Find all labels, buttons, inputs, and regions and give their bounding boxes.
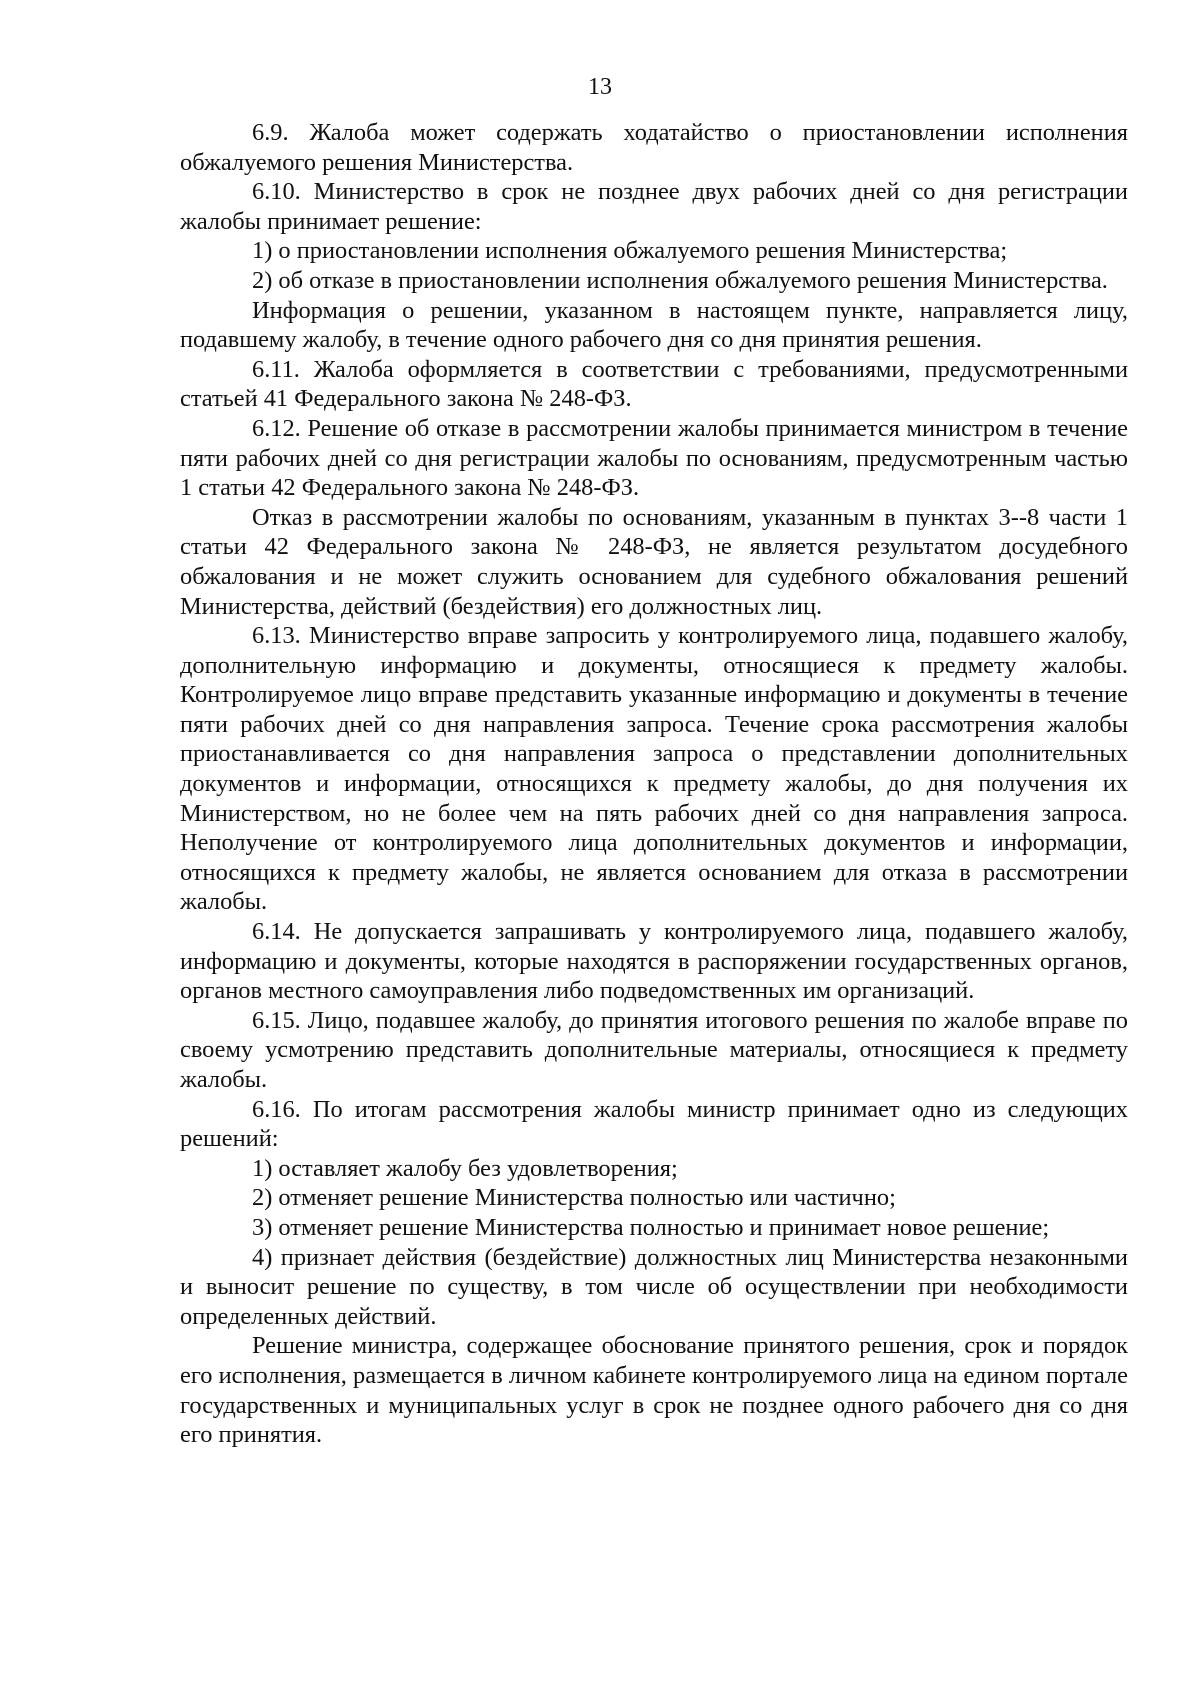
paragraph-6-11: 6.11. Жалоба оформляется в соответствии с требованиями, предусмотренными статьей 41 Федерального закона № 248-ФЗ. — [180, 355, 1128, 413]
paragraph-6-12: 6.12. Решение об отказе в рассмотрении жалобы принимается министром в течение пяти рабочих дней со дня регистрации жалобы по основаниям, предусмотренным частью 1 статьи 42 Федерального закона № 248-ФЗ. — [180, 414, 1128, 502]
paragraph-decision-info: Информация о решении, указанном в настоящем пункте, направляется лицу, подавшему жалобу, в течение одного рабочего дня со дня принятия решения. — [180, 296, 1128, 354]
paragraph-6-13: 6.13. Министерство вправе запросить у контролируемого лица, подавшего жалобу, дополнительную информацию и документы, относящиеся к предмету жалобы. Контролируемое лицо вправе представить указанные информацию и документы в течение пяти рабочих дней со дня направления запроса. Течение срока рассмотрения жалобы приостанавливается со дня направления запроса о представлении дополнительных документов и информации, относящихся к предмету жалобы, до дня получения их Министерством, но не более чем на пять рабочих дней со дня направления запроса. Неполучение от контролируемого лица дополнительных документов и информации, относящихся к предмету жалобы, не является основанием для отказа в рассмотрении жалобы. — [180, 622, 1128, 916]
list-item-6-16-4: 4) признает действия (бездействие) должностных лиц Министерства незаконными и выносит решение по существу, в том числе об осуществлении при необходимости определенных действий. — [180, 1243, 1128, 1330]
paragraph-6-9: 6.9. Жалоба может содержать ходатайство о приостановлении исполнения обжалуемого решения Министерства. — [180, 119, 1128, 176]
document-body — [180, 118, 1128, 1450]
list-item-6-10-2: 2) об отказе в приостановлении исполнения обжалуемого решения Министерства. — [252, 266, 1108, 294]
paragraph-refusal: Отказ в рассмотрении жалобы по основаниям, указанным в пунктах 3--8 части 1 статьи 42 Федерального закона № 248-ФЗ, не является результатом досудебного обжалования и не может служить основанием для судебного обжалования решений Министерства, действий (бездействия) его должностных лиц. — [180, 503, 1128, 620]
list-item-6-10-1: 1) о приостановлении исполнения обжалуемого решения Министерства; — [252, 237, 1008, 265]
page-number: 13 — [588, 74, 612, 100]
paragraph-6-14: 6.14. Не допускается запрашивать у контролируемого лица, подавшего жалобу, информацию и документы, которые находятся в распоряжении государственных органов, органов местного самоуправления либо подведомственных им организаций. — [180, 918, 1128, 1005]
paragraph-6-16: 6.16. По итогам рассмотрения жалобы министр принимает одно из следующих решений: — [180, 1095, 1128, 1153]
paragraph-6-15: 6.15. Лицо, подавшее жалобу, до принятия итогового решения по жалобе вправе по своему усмотрению представить дополнительные материалы, относящиеся к предмету жалобы. — [180, 1006, 1128, 1093]
list-item-6-16-1: 1) оставляет жалобу без удовлетворения; — [252, 1154, 678, 1182]
list-item-6-16-3: 3) отменяет решение Министерства полностью и принимает новое решение; — [252, 1213, 1050, 1241]
paragraph-6-10: 6.10. Министерство в срок не позднее двух рабочих дней со дня регистрации жалобы принимает решение: — [180, 178, 1128, 235]
paragraph-minister-decision: Решение министра, содержащее обоснование принятого решения, срок и порядок его исполнения, размещается в личном кабинете контролируемого лица на едином портале государственных и муниципальных услуг в срок не позднее одного рабочего дня со дня его принятия. — [180, 1332, 1128, 1449]
list-item-6-16-2: 2) отменяет решение Министерства полностью или частично; — [252, 1184, 896, 1212]
